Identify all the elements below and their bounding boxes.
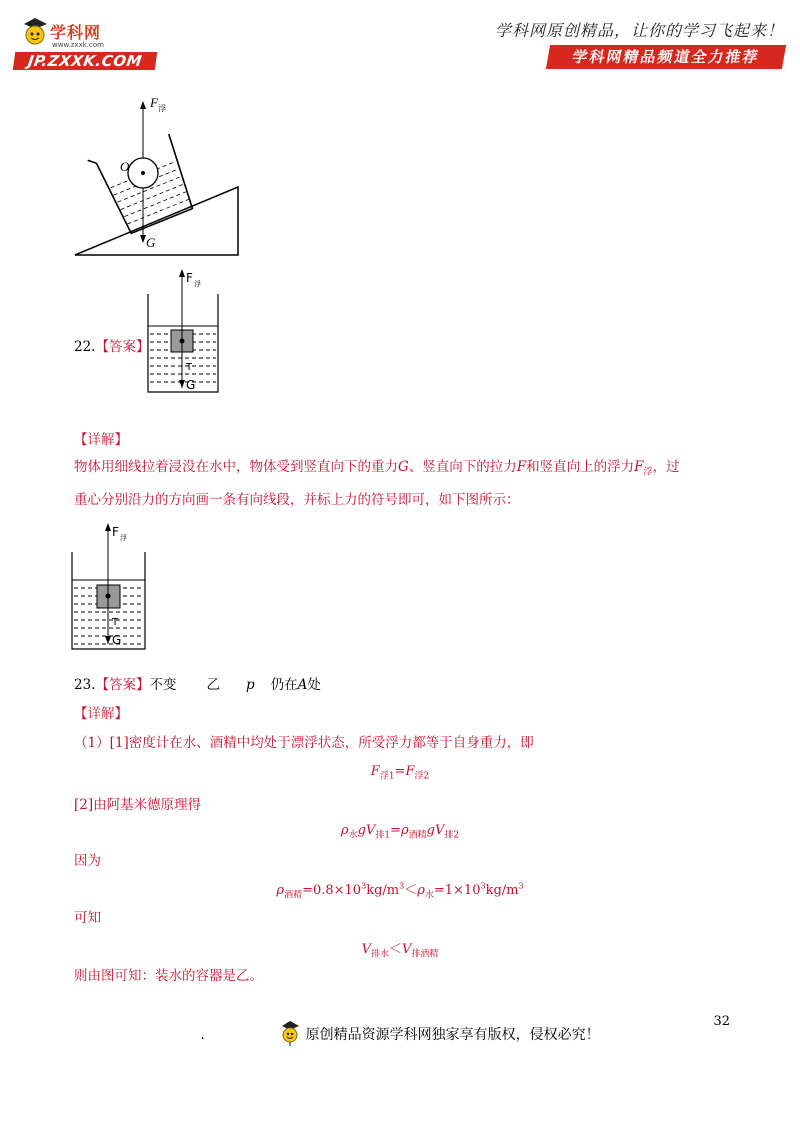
fig1-label-o: O xyxy=(120,159,130,174)
q23-detail-line1: （1）[1]密度计在水、酒精中均处于漂浮状态，所受浮力都等于自身重力，即 xyxy=(74,735,534,751)
q22-detail-fig-label-f: F xyxy=(112,525,119,539)
q22-fig-label-f: F xyxy=(186,271,193,285)
fig1-label-f: F xyxy=(150,95,158,110)
figure-beaker-incline xyxy=(70,95,250,260)
q23-detail-line4: 可知 xyxy=(74,910,101,926)
q23-number: 23. xyxy=(74,677,96,693)
q23-answer-line xyxy=(74,675,321,695)
q22-fig-label-t: T xyxy=(186,362,193,373)
q22-fig-label-f-sub: 浮 xyxy=(194,280,201,288)
q23-equation-2: $\rho_水gV_{排1}=\rho_{酒精}gV_{排2}$ xyxy=(340,823,460,841)
page-number: 32 xyxy=(713,1014,730,1029)
q23-ans3: p xyxy=(245,677,255,693)
figure-q22-answer xyxy=(146,268,226,398)
q22-detail-line1: 物体用细线拉着浸没在水中，物体受到竖直向下的重力G、竖直向下的拉力F和竖直向上的浮力$F_浮$，过 xyxy=(74,459,680,478)
header-slogan-band: 学科网精品频道全力推荐 xyxy=(546,45,786,69)
logo-domain-band: JP.ZXXK.COM xyxy=(13,52,158,70)
q22-detail-tag: 【详解】 xyxy=(74,432,128,448)
footer-copyright: . 原创精品资源学科网独家享有版权，侵权必究！ xyxy=(0,1020,800,1046)
q22-detail-fig-label-g: G xyxy=(112,633,122,647)
fig1-label-f-sub: 浮 xyxy=(158,104,166,113)
fig1-label-g: G xyxy=(146,235,156,250)
q23-detail-line5: 则由图可知：装水的容器是乙。 xyxy=(74,968,263,984)
site-logo[interactable] xyxy=(14,14,156,70)
q23-ans2: 乙 xyxy=(206,677,220,693)
q23-equation-1: $F_{浮1}=F_{浮2}$ xyxy=(370,764,430,782)
mascot-icon xyxy=(20,16,50,50)
q23-ans4: 仍在A处 xyxy=(270,677,321,693)
q22-detail-fig-label-t: T xyxy=(112,617,119,628)
q22-detail-line2: 重心分别沿力的方向画一条有向线段，并标上力的符号即可，如下图所示： xyxy=(74,492,520,508)
header-slogan: 学科网原创精品，让你的学习飞起来！ xyxy=(494,21,784,40)
q23-equation-4: $V_{排水}<V_{排酒精}$ xyxy=(361,942,439,960)
q22-detail-fig-label-f-sub: 浮 xyxy=(120,534,127,542)
q23-detail-line3: 因为 xyxy=(74,853,101,869)
q23-detail-tag: 【详解】 xyxy=(74,706,128,722)
q23-answer-tag: 【答案】 xyxy=(95,677,150,693)
figure-q22-detail xyxy=(70,522,150,652)
q23-detail-line2: [2]由阿基米德原理得 xyxy=(74,797,202,813)
q23-equation-3: $\rho_{酒精}=0.8\times 10^3kg/m^3<\rho_水=1\times 10^3kg/m^3$ xyxy=(276,881,524,901)
q22-answer-tag: 【答案】 xyxy=(95,339,150,355)
q22-number: 22. xyxy=(74,339,96,355)
q23-ans1: 不变 xyxy=(149,677,177,693)
logo-url: www.zxxk.com xyxy=(52,41,104,49)
footer-mascot-icon xyxy=(279,1020,301,1046)
logo-text: 学科网 xyxy=(50,23,102,42)
q22-answer-line xyxy=(74,337,149,357)
q22-fig-label-g: G xyxy=(186,378,196,392)
